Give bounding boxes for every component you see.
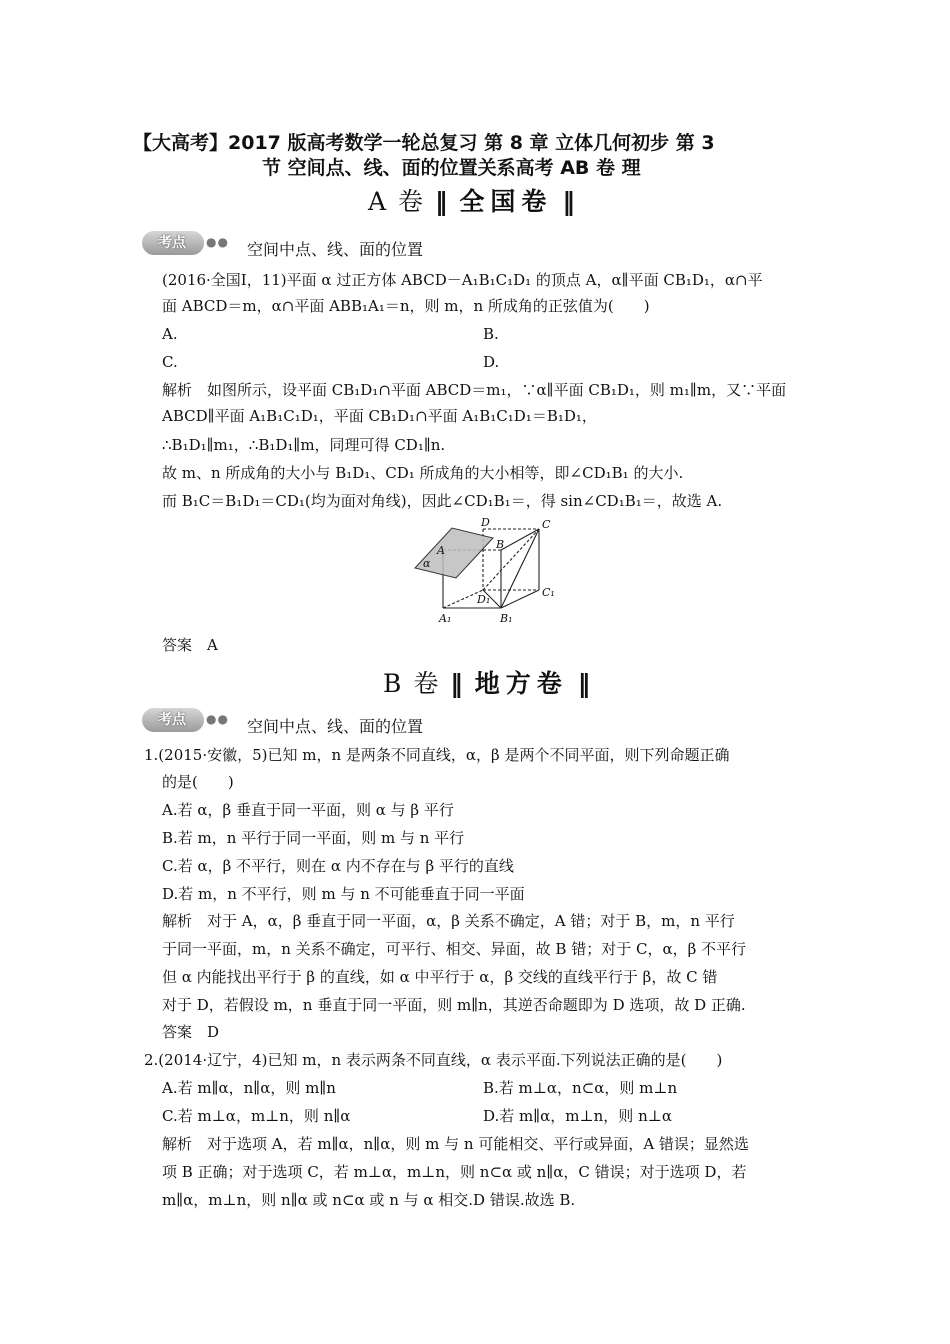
label-alpha: α — [423, 557, 431, 570]
label-a1: A₁ — [439, 612, 452, 625]
section-b-bar-right: ‖ — [577, 669, 593, 698]
qa-solution-line2: ABCD∥平面 A₁B₁C₁D₁，平面 CB₁D₁∩平面 A₁B₁C₁D₁＝B₁D₁， — [162, 407, 597, 425]
kaodian-badge-b — [142, 706, 232, 734]
section-b-bar-left: ‖ — [450, 669, 465, 698]
document-title-line2: 节 空间点、线、面的位置关系高考 AB 卷 理 — [262, 157, 641, 179]
section-b-heading — [383, 664, 592, 700]
qa-option-a: A. — [162, 325, 178, 343]
label-c: C — [542, 518, 551, 531]
label-d1: D₁ — [477, 593, 491, 606]
badge-label: 考点 — [158, 235, 186, 251]
q1-option-c: C.若 α，β 不平行，则在 α 内不存在与 β 平行的直线 — [162, 857, 514, 875]
qa-stem-line1: (2016·全国Ⅰ，11)平面 α 过正方体 ABCD－A₁B₁C₁D₁ 的顶点 A，α∥平面 CB₁D₁，α∩平 — [162, 271, 763, 289]
qa-stem-line2: 面 ABCD＝m，α∩平面 ABB₁A₁＝n，则 m，n 所成角的正弦值为( ) — [162, 297, 650, 315]
q1-stem-line2: 的是( ) — [162, 773, 234, 791]
label-d: D — [481, 516, 490, 529]
kaodian-badge — [142, 229, 232, 257]
q2-option-c: C.若 m⊥α，m⊥n，则 n∥α — [162, 1107, 351, 1125]
section-a-name: 全国卷 — [459, 187, 553, 216]
q1-option-a: A.若 α，β 垂直于同一平面，则 α 与 β 平行 — [162, 801, 454, 819]
q1-stem-line1: 1.(2015·安徽，5)已知 m，n 是两条不同直线，α，β 是两个不同平面，则下列命题正确 — [144, 746, 730, 764]
q2-option-a: A.若 m∥α，n∥α，则 m∥n — [162, 1079, 336, 1097]
q2-option-b: B.若 m⊥α，n⊂α，则 m⊥n — [483, 1079, 678, 1097]
cube-figure — [405, 514, 565, 630]
q1-answer: 答案 D — [162, 1023, 220, 1041]
q1-solution-line4: 对于 D，若假设 m，n 垂直于同一平面，则 m∥n，其逆否命题即为 D 选项，故 D 正确. — [162, 996, 746, 1014]
section-a-heading — [368, 182, 577, 218]
section-a-prefix: A 卷 — [368, 187, 426, 216]
qa-option-b: B. — [483, 325, 499, 343]
q1-solution-line1: 解析 对于 A，α，β 垂直于同一平面，α，β 关系不确定，A 错；对于 B，m，n 平行 — [162, 912, 735, 930]
label-a: A — [437, 544, 445, 557]
qa-solution-line1: 解析 如图所示，设平面 CB₁D₁∩平面 ABCD＝m₁，∵α∥平面 CB₁D₁，则 m₁∥m，又∵平面 — [162, 381, 787, 399]
q2-solution-line1: 解析 对于选项 A，若 m∥α，n∥α，则 m 与 n 可能相交、平行或异面，A 错误；显然选 — [162, 1135, 749, 1153]
q1-option-d: D.若 m，n 不平行，则 m 与 n 不可能垂直于同一平面 — [162, 885, 525, 903]
section-a-bar-right: ‖ — [562, 187, 577, 216]
q2-stem: 2.(2014·辽宁，4)已知 m，n 表示两条不同直线，α 表示平面.下列说法正确的是( ) — [144, 1051, 723, 1069]
badge-dots-b: ●● — [206, 712, 229, 726]
plane-alpha — [415, 528, 493, 578]
topic-a: 空间中点、线、面的位置 — [247, 240, 424, 259]
qa-solution-line4: 故 m、n 所成角的大小与 B₁D₁、CD₁ 所成角的大小相等，即∠CD₁B₁ 的大小. — [162, 464, 684, 482]
section-b-prefix: B 卷 — [383, 669, 441, 698]
qa-option-c: C. — [162, 353, 178, 371]
badge-label-b: 考点 — [158, 712, 186, 728]
q2-solution-line2: 项 B 正确；对于选项 C，若 m⊥α，m⊥n，则 n⊂α 或 n∥α，C 错误；对于选项 D，若 — [162, 1163, 747, 1181]
q2-solution-line3: m∥α，m⊥n，则 n∥α 或 n⊂α 或 n 与 α 相交.D 错误.故选 B. — [162, 1191, 576, 1209]
label-b1: B₁ — [500, 612, 513, 625]
qa-solution-line3: ∴B₁D₁∥m₁，∴B₁D₁∥m，同理可得 CD₁∥n. — [162, 436, 446, 454]
q1-solution-line2: 于同一平面，m，n 关系不确定，可平行、相交、异面，故 B 错；对于 C，α，β 不平行 — [162, 940, 747, 958]
document-title-line1: 【大高考】2017 版高考数学一轮总复习 第 8 章 立体几何初步 第 3 — [133, 132, 715, 154]
qa-option-d: D. — [483, 353, 500, 371]
section-a-bar-left: ‖ — [434, 187, 450, 216]
badge-dots: ●● — [206, 235, 229, 249]
q1-solution-line3: 但 α 内能找出平行于 β 的直线，如 α 中平行于 α，β 交线的直线平行于 β，故 C 错 — [162, 968, 718, 986]
q2-option-d: D.若 m∥α，m⊥n，则 n⊥α — [483, 1107, 672, 1125]
q1-option-b: B.若 m，n 平行于同一平面，则 m 与 n 平行 — [162, 829, 465, 847]
label-c1: C₁ — [542, 586, 555, 599]
section-b-name: 地方卷 — [474, 669, 568, 698]
qa-solution-line5: 而 B₁C＝B₁D₁＝CD₁(均为面对角线)，因此∠CD₁B₁＝，得 sin∠CD₁B₁＝，故选 A. — [162, 492, 723, 510]
qa-answer: 答案 A — [162, 636, 218, 654]
label-b: B — [496, 538, 505, 551]
topic-b: 空间中点、线、面的位置 — [247, 717, 424, 736]
